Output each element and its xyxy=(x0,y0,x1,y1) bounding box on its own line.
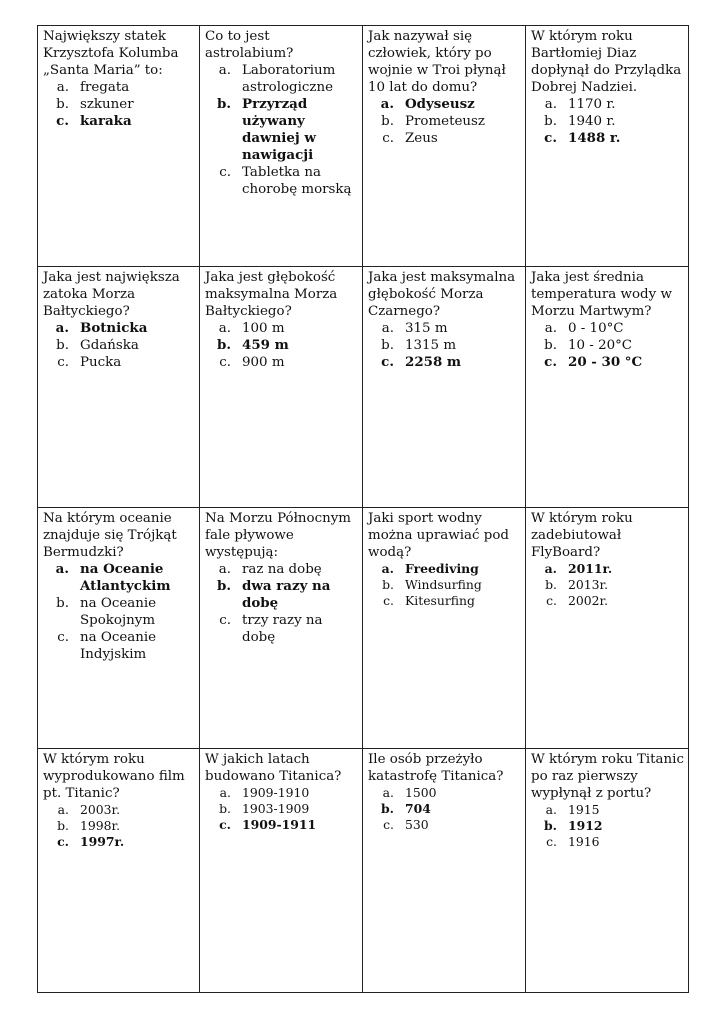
answer-list xyxy=(43,79,195,130)
question-card xyxy=(38,267,200,508)
answer-option-correct xyxy=(43,561,195,595)
quiz-row xyxy=(38,508,689,749)
question-card xyxy=(526,508,689,749)
answer-letter: a. xyxy=(544,97,557,112)
answer-letter: b. xyxy=(381,114,394,129)
answer-letter: a. xyxy=(545,802,557,817)
answer-option xyxy=(205,62,358,96)
answer-letter: c. xyxy=(382,131,394,146)
answer-option-correct xyxy=(531,561,684,577)
question-text: Jak nazywał się człowiek, który po wojnie w Troi płynął 10 lat do domu? xyxy=(368,29,506,95)
answer-list xyxy=(531,96,684,147)
answer-option xyxy=(43,595,195,629)
question-card xyxy=(38,508,200,749)
answer-list xyxy=(43,561,195,663)
answer-letter: c. xyxy=(219,613,231,628)
quiz-row xyxy=(38,749,689,993)
question-text: Największy statek Krzysztofa Kolumba „Santa Maria” to: xyxy=(43,29,179,78)
answer-letter: a. xyxy=(380,96,394,112)
answer-text: 1998r. xyxy=(80,818,121,833)
answer-text: 1940 r. xyxy=(568,114,616,129)
answer-option xyxy=(205,561,358,578)
answer-letter: b. xyxy=(382,577,394,592)
answer-text: Botnicka xyxy=(80,320,148,336)
answer-text: 0 - 10°C xyxy=(568,321,624,336)
answer-option-correct xyxy=(368,354,521,371)
answer-option xyxy=(368,593,521,609)
quiz-row xyxy=(38,26,689,267)
answer-list xyxy=(368,320,521,371)
answer-text: 1315 m xyxy=(405,338,457,353)
answer-letter: a. xyxy=(381,561,394,576)
answer-letter: c. xyxy=(57,834,69,849)
question-text: Na którym oceanie znajduje się Trójkąt Bermudzki? xyxy=(43,511,177,560)
question-card xyxy=(526,26,689,267)
answer-text: szkuner xyxy=(80,97,134,112)
answer-text: 1912 xyxy=(568,818,603,833)
answer-text: 704 xyxy=(405,801,431,816)
answer-letter: c. xyxy=(219,355,231,370)
answer-text: na Oceanie Atlantyckim xyxy=(80,561,171,594)
answer-option xyxy=(205,164,358,198)
answer-text: 315 m xyxy=(405,321,448,336)
answer-letter: b. xyxy=(544,338,557,353)
answer-option-correct xyxy=(368,801,521,817)
answer-text: Prometeusz xyxy=(405,114,485,129)
answer-letter: a. xyxy=(544,321,557,336)
answer-option xyxy=(531,337,684,354)
question-text: Jaka jest głębokość maksymalna Morza Bałtyckiego? xyxy=(205,270,338,319)
answer-letter: c. xyxy=(381,354,394,370)
answer-text: 1170 r. xyxy=(568,97,616,112)
answer-text: Windsurfing xyxy=(405,577,482,592)
answer-text: 20 - 30 °C xyxy=(568,354,643,370)
answer-letter: c. xyxy=(546,593,557,608)
answer-text: Kitesurfing xyxy=(405,593,475,608)
answer-option xyxy=(43,629,195,663)
answer-text: na Oceanie Spokojnym xyxy=(80,596,157,628)
answer-text: 900 m xyxy=(242,355,285,370)
answer-text: fregata xyxy=(80,80,130,95)
answer-text: 2003r. xyxy=(80,802,121,817)
answer-letter: c. xyxy=(546,834,557,849)
answer-letter: b. xyxy=(544,114,557,129)
quiz-table xyxy=(37,25,689,993)
answer-letter: b. xyxy=(216,96,231,112)
answer-letter: b. xyxy=(219,801,231,816)
question-card xyxy=(363,508,526,749)
question-text: W którym roku Bartłomiej Diaz dopłynął do Przylądka Dobrej Nadziei. xyxy=(531,29,682,95)
question-text: Ile osób przeżyło katastrofę Titanica? xyxy=(368,752,504,784)
answer-text: raz na dobę xyxy=(242,562,322,577)
answer-option-correct xyxy=(205,578,358,612)
answer-text: 100 m xyxy=(242,321,285,336)
answer-option xyxy=(205,801,358,817)
answer-text: 459 m xyxy=(242,337,289,353)
answer-option xyxy=(368,337,521,354)
answer-option xyxy=(368,785,521,801)
question-text: W którym roku wyprodukowano film pt. Titanic? xyxy=(43,752,185,801)
answer-letter: c. xyxy=(544,354,557,370)
answer-letter: c. xyxy=(219,817,231,832)
answer-text: Pucka xyxy=(80,355,122,370)
answer-text: na Oceanie Indyjskim xyxy=(80,630,157,662)
answer-option xyxy=(205,354,358,371)
answer-text: Przyrząd używany dawniej w nawigacji xyxy=(242,96,316,163)
question-text: Jaki sport wodny można uprawiać pod wodą? xyxy=(368,511,509,560)
answer-letter: b. xyxy=(545,577,557,592)
answer-text: Zeus xyxy=(405,131,438,146)
answer-option xyxy=(43,802,195,818)
answer-letter: a. xyxy=(218,321,231,336)
question-card xyxy=(38,26,200,267)
answer-text: Gdańska xyxy=(80,338,139,353)
question-card xyxy=(200,26,363,267)
answer-option-correct xyxy=(43,113,195,130)
quiz-row xyxy=(38,267,689,508)
answer-option-correct xyxy=(531,354,684,371)
answer-option-correct xyxy=(368,561,521,577)
answer-option xyxy=(531,96,684,113)
answer-letter: b. xyxy=(381,338,394,353)
answer-letter: b. xyxy=(56,338,69,353)
answer-text: trzy razy na dobę xyxy=(242,613,323,645)
answer-list xyxy=(43,320,195,371)
answer-list xyxy=(205,62,358,198)
question-card xyxy=(200,508,363,749)
answer-option xyxy=(205,320,358,337)
answer-letter: a. xyxy=(544,561,557,576)
question-text: W którym roku Titanic po raz pierwszy wypłynął z portu? xyxy=(531,752,684,801)
answer-text: dwa razy na dobę xyxy=(242,578,331,611)
answer-letter: a. xyxy=(218,63,231,78)
question-text: Jaka jest maksymalna głębokość Morza Czarnego? xyxy=(368,270,516,319)
answer-text: 10 - 20°C xyxy=(568,338,633,353)
answer-text: Odyseusz xyxy=(405,96,475,112)
answer-letter: a. xyxy=(382,785,394,800)
question-card xyxy=(526,749,689,993)
answer-text: 1500 xyxy=(405,785,437,800)
answer-letter: b. xyxy=(381,801,394,816)
question-card xyxy=(363,26,526,267)
answer-option-correct xyxy=(205,96,358,164)
answer-letter: c. xyxy=(383,593,394,608)
answer-text: 1916 xyxy=(568,834,600,849)
answer-option xyxy=(368,320,521,337)
answer-list xyxy=(205,561,358,646)
question-text: Jaka jest największa zatoka Morza Bałtyckiego? xyxy=(43,270,180,319)
answer-letter: c. xyxy=(219,165,231,180)
answer-letter: a. xyxy=(218,562,231,577)
answer-letter: b. xyxy=(544,818,557,833)
answer-text: 1488 r. xyxy=(568,130,621,146)
question-text: W którym roku zadebiutował FlyBoard? xyxy=(531,511,633,560)
answer-text: 1909-1910 xyxy=(242,785,310,800)
answer-text: 1903-1909 xyxy=(242,801,310,816)
answer-letter: c. xyxy=(56,113,69,129)
answer-text: 1909-1911 xyxy=(242,817,317,832)
answer-text: karaka xyxy=(80,113,132,129)
answer-text: 2011r. xyxy=(568,561,613,576)
answer-letter: b. xyxy=(216,578,231,594)
answer-list xyxy=(368,785,521,833)
question-card xyxy=(200,749,363,993)
answer-option xyxy=(368,130,521,147)
answer-option-correct xyxy=(205,817,358,833)
answer-letter: a. xyxy=(219,785,231,800)
answer-option xyxy=(531,802,684,818)
answer-list xyxy=(43,802,195,850)
answer-option xyxy=(531,320,684,337)
answer-text: 1915 xyxy=(568,802,600,817)
answer-option-correct xyxy=(531,818,684,834)
question-text: Na Morzu Północnym fale pływowe występują: xyxy=(205,511,352,560)
answer-letter: c. xyxy=(57,355,69,370)
question-card xyxy=(526,267,689,508)
answer-option-correct xyxy=(43,834,195,850)
answer-text: Tabletka na chorobę morską xyxy=(242,165,352,197)
answer-text: 2258 m xyxy=(405,354,462,370)
answer-letter: c. xyxy=(544,130,557,146)
answer-option xyxy=(531,113,684,130)
question-text: Co to jest astrolabium? xyxy=(205,29,294,61)
answer-option xyxy=(43,818,195,834)
answer-list xyxy=(531,320,684,371)
answer-list xyxy=(368,561,521,609)
answer-option xyxy=(43,337,195,354)
answer-list xyxy=(531,561,684,609)
answer-option xyxy=(368,577,521,593)
answer-letter: a. xyxy=(57,802,69,817)
answer-option xyxy=(531,577,684,593)
answer-option xyxy=(43,96,195,113)
answer-option xyxy=(531,593,684,609)
answer-option-correct xyxy=(368,96,521,113)
answer-letter: a. xyxy=(55,320,69,336)
question-text: Jaka jest średnia temperatura wody w Morzu Martwym? xyxy=(531,270,672,319)
answer-option xyxy=(368,817,521,833)
answer-letter: b. xyxy=(216,337,231,353)
answer-letter: b. xyxy=(57,818,69,833)
answer-list xyxy=(368,96,521,147)
answer-option-correct xyxy=(205,337,358,354)
question-card xyxy=(200,267,363,508)
question-card xyxy=(38,749,200,993)
answer-list xyxy=(205,785,358,833)
answer-letter: c. xyxy=(383,817,394,832)
answer-letter: c. xyxy=(57,630,69,645)
answer-text: 2002r. xyxy=(568,593,609,608)
answer-option xyxy=(43,79,195,96)
answer-option xyxy=(205,612,358,646)
answer-letter: a. xyxy=(381,321,394,336)
answer-option xyxy=(43,354,195,371)
answer-letter: a. xyxy=(56,80,69,95)
answer-letter: a. xyxy=(55,561,69,577)
answer-option xyxy=(205,785,358,801)
answer-text: Laboratorium astrologiczne xyxy=(242,63,336,95)
answer-text: 530 xyxy=(405,817,429,832)
question-card xyxy=(363,267,526,508)
question-text: W jakich latach budowano Titanica? xyxy=(205,752,342,784)
answer-letter: b. xyxy=(56,97,69,112)
answer-list xyxy=(205,320,358,371)
answer-option-correct xyxy=(43,320,195,337)
answer-list xyxy=(531,802,684,850)
answer-text: 1997r. xyxy=(80,834,125,849)
question-card xyxy=(363,749,526,993)
answer-text: Freediving xyxy=(405,561,479,576)
answer-letter: b. xyxy=(56,596,69,611)
answer-option xyxy=(368,113,521,130)
answer-option-correct xyxy=(531,130,684,147)
answer-option xyxy=(531,834,684,850)
answer-text: 2013r. xyxy=(568,577,609,592)
